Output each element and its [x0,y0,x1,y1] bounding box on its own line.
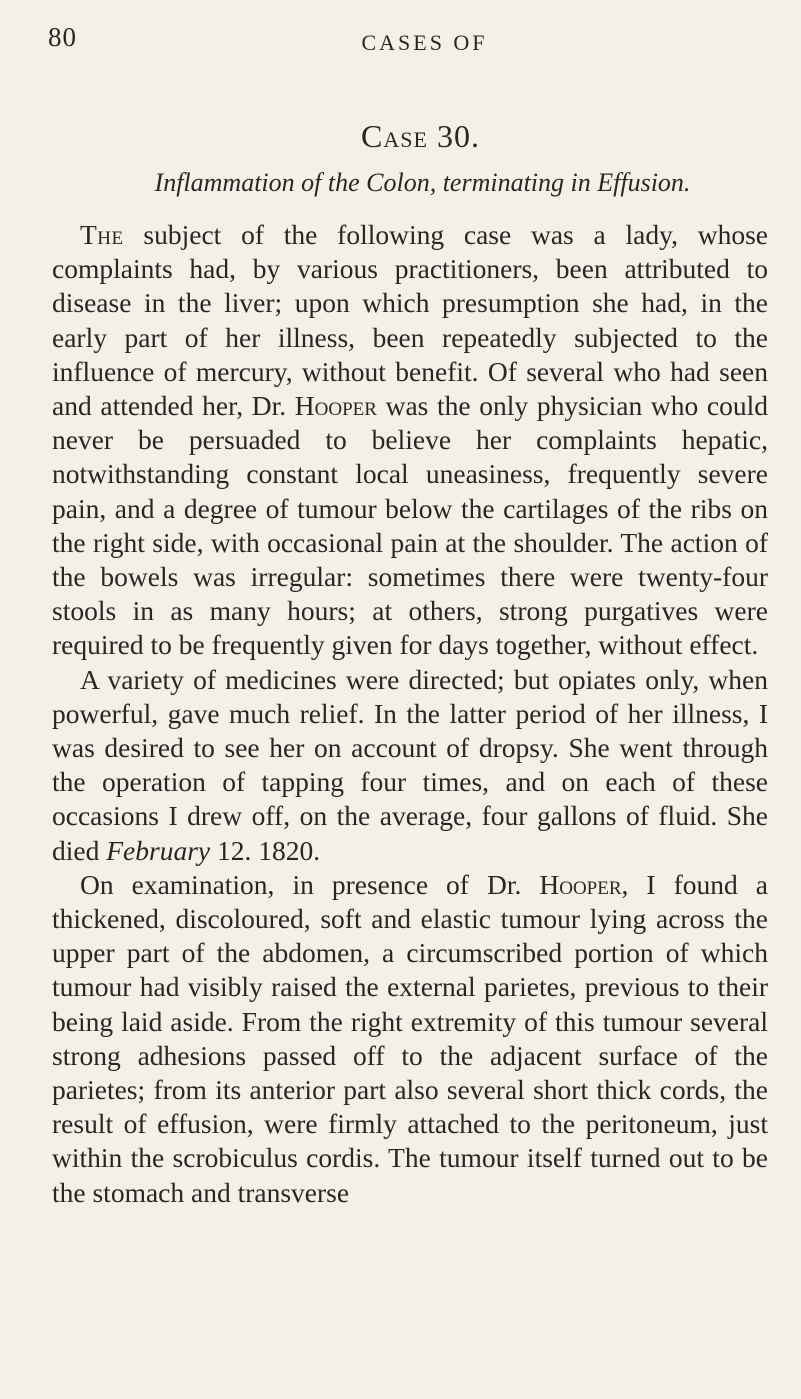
person-name: Hooper [294,390,377,422]
person-name: Hooper [539,868,622,900]
paragraph-lead-word: The [80,219,124,250]
date-month: February [106,834,211,866]
paragraph-text: subject of the following case was a lady, whose complaints had, by various practitioners, been attributed to disease in the liver; upon which presumption she had, in the early part of her illness, been repeatedly subjected to the influence of mercury, without benefit. Of several who had seen and attended her, Dr. [52,219,768,422]
running-head [0,16,801,56]
paragraph-text: A variety of medicines were directed; but opiates only, when powerful, gave much relief. In the latter period of her illness, I was desired to see her on account of dropsy. She went through the operation of tapping four times, and on each of these occasions I drew off, on the average, four gallons of fluid. She died [52,663,768,866]
page-number: 80 [48,22,77,52]
paragraph-3 [52,868,768,1210]
paragraph-text: , I found a thickened, discoloured, soft and elastic tumour lying across the upper part of the abdomen, a circumscribed portion of which tumour had visibly raised the external parietes, previous to their being laid aside. From the right extremity of this tumour several strong adhesions passed off to the adjacent surface of the parietes; from its anterior part also several short thick cords, the result of effusion, were firmly attached to the peritoneum, just within the scrobiculus cordis. The tumour itself turned out to be the stomach and transverse [52,868,768,1208]
paragraph-2 [52,663,768,868]
paragraph-text: was the only physician who could never be persuaded to believe her complaints hepatic, notwithstanding constant local uneasiness, frequently severe pain, and a degree of tumour below the cartilages of the ribs on the right side, with occasional pain at the shoulder. The action of the bowels was irregular: sometimes there were twenty-four stools in as many hours; at others, strong purgatives were required to be frequently given for days together, without effect. [52,390,768,661]
body-text [52,218,768,1210]
case-subtitle: Inflammation of the Colon, terminating in Effusion. [154,168,691,197]
paragraph-text: On examination, in presence of Dr. [80,868,540,900]
paragraph-text: 12. 1820. [210,834,321,866]
paragraph-1 [52,218,768,663]
case-heading: Case 30. [361,118,480,154]
running-title: CASES OF [361,30,488,55]
